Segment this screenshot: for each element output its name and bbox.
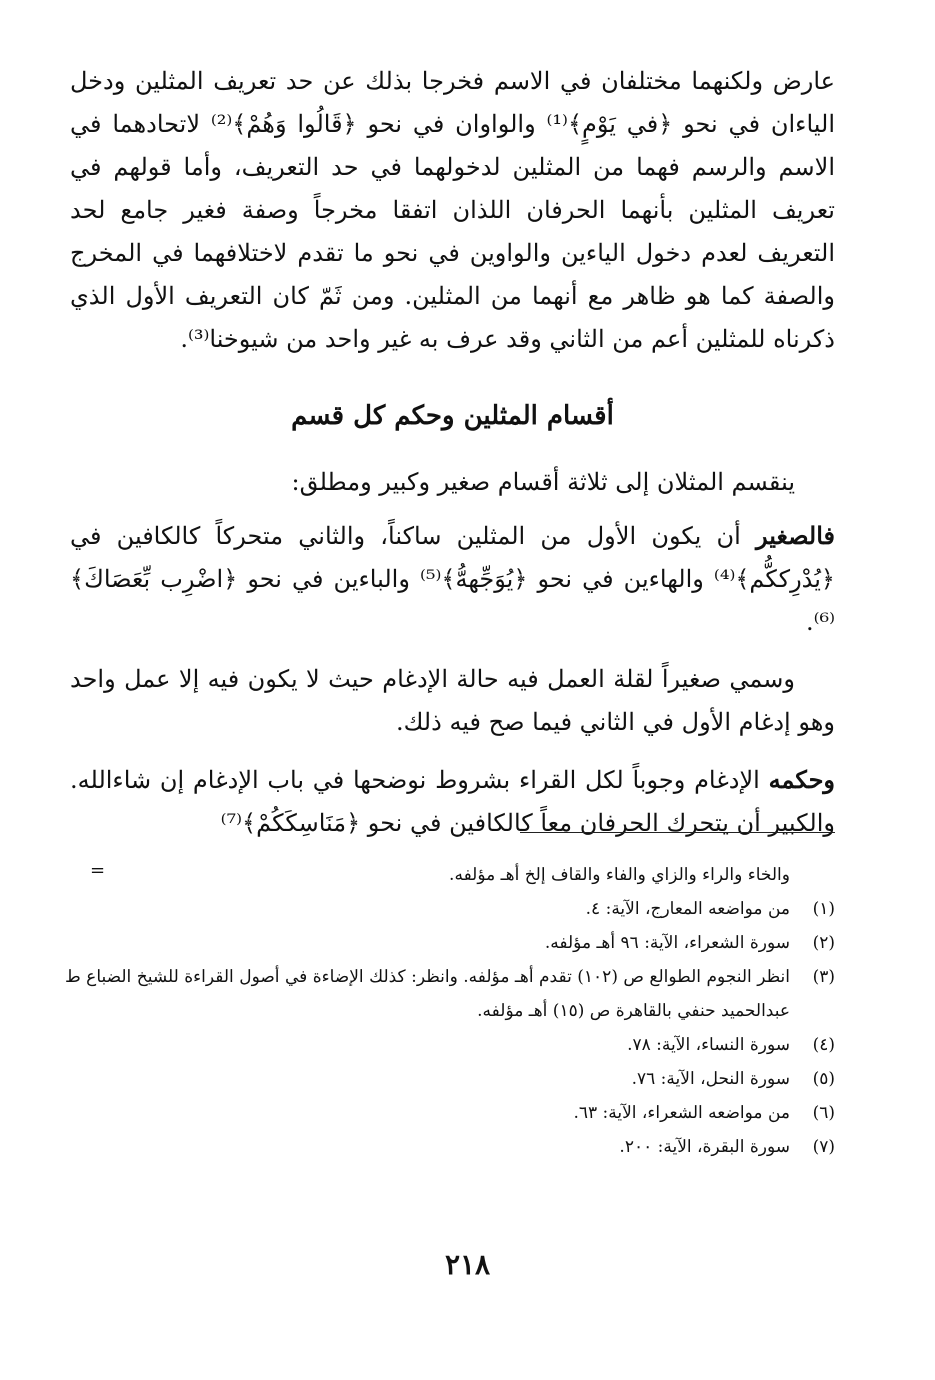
footnote-item: [65, 1062, 835, 1096]
footnote-continuation: [65, 858, 835, 892]
footnote-text: سورة النساء، الآية: ٧٨.: [627, 1035, 790, 1055]
footnote-number: [790, 858, 835, 892]
footnote-number: (٢): [812, 933, 835, 953]
footnote-text: سورة الشعراء، الآية: ٩٦ أهـ مؤلفه.: [544, 933, 790, 953]
footnote-text: سورة البقرة، الآية: ٢٠٠.: [619, 1137, 790, 1157]
footnote-item: [65, 960, 835, 1028]
small-lead-term: فالصغير: [756, 521, 835, 550]
footnote-text: انظر النجوم الطوالع ص (١٠٢) تقدم أهـ مؤلفه. وانظر: كذلك الإضاءة في أصول القراءة للشيخ الضباع ط عبدالحميد حنفي بالقاهرة ص (١٥) أهـ مؤلفه.: [65, 967, 790, 1021]
footnote-item: [65, 1130, 835, 1164]
footnote-item: [65, 1028, 835, 1062]
footnote-item: [65, 1096, 835, 1130]
footnote-text: من مواضعه الشعراء، الآية: ٦٣.: [573, 1103, 790, 1123]
footnote-number: (٦): [812, 1103, 835, 1123]
footnote-number: (٤): [812, 1035, 835, 1055]
footnote-number: (١): [812, 899, 835, 919]
footnote-text: والخاء والراء والزاي والفاء والقاف إلخ أهـ مؤلفه.: [449, 865, 790, 885]
footnote-number: (٥): [812, 1069, 835, 1089]
small-text: أن يكون الأول من المثلين ساكناً، والثاني متحركاً كالكافين في ﴿يُدْرِككُّم﴾⁽⁴⁾ والهاءين في نحو ﴿يُوَجِّههُّ﴾⁽⁵⁾ والباءين في نحو ﴿اضْرِب بِّعَصَاكَ﴾⁽⁶⁾.: [70, 522, 835, 636]
footnote-number: (٧): [812, 1137, 835, 1157]
small-paragraph: [70, 514, 835, 644]
ruling-lead-term: وحكمه: [768, 765, 835, 794]
page-number: ٢١٨: [444, 1248, 491, 1281]
intro-paragraph: ينقسم المثلان إلى ثلاثة أقسام صغير وكبير ومطلق:: [291, 468, 795, 496]
footnote-text: من مواضعه المعارج، الآية: ٤.: [585, 899, 790, 919]
ruling-text: الإدغام وجوباً لكل القراء بشروط نوضحها في باب الإدغام إن شاءالله. والكبير أن يتحرك الحرفان معاً كالكافين في نحو ﴿مَنَاسِكَكُمْ﴾⁽⁷⁾: [70, 766, 835, 837]
naming-paragraph: وسمي صغيراً لقلة العمل فيه حالة الإدغام حيث لا يكون فيه إلا عمل واحد وهو إدغام الأول في الثاني فيما صح فيه ذلك.: [70, 665, 835, 736]
footnote-item: [65, 892, 835, 926]
footnote-continuation-mark: =: [90, 860, 106, 881]
page-body: [70, 60, 835, 859]
footnote-separator: [520, 832, 835, 833]
footnote-item: [65, 926, 835, 960]
section-heading: أقسام المثلين وحكم كل قسم: [291, 401, 614, 431]
footnotes: [65, 858, 835, 1164]
footnote-text: سورة النحل، الآية: ٧٦.: [631, 1069, 790, 1089]
body-paragraph-1: عارض ولكنهما مختلفان في الاسم فخرجا بذلك عن حد تعريف المثلين ودخل الياءان في نحو ﴿في يَوْمٍ﴾⁽¹⁾ والواوان في نحو ﴿قَالُوا وَهُمْ﴾⁽²⁾ لاتحادهما في الاسم والرسم فهما من المثلين لدخولهما في حد التعريف، وأما قولهم في تعريف المثلين بأنهما الحرفان اللذان اتفقا مخرجاً وصفة فغير جامع لحد التعريف لعدم دخول الياءين والواوين في نحو ما تقدم لاختلافهما في المخرج والصفة كما هو ظاهر مع أنهما من المثلين. ومن ثَمّ كان التعريف الأول الذي ذكرناه للمثلين أعم من الثاني وقد عرف به غير واحد من شيوخنا⁽³⁾.: [70, 67, 835, 353]
footnote-number: (٣): [812, 967, 835, 987]
